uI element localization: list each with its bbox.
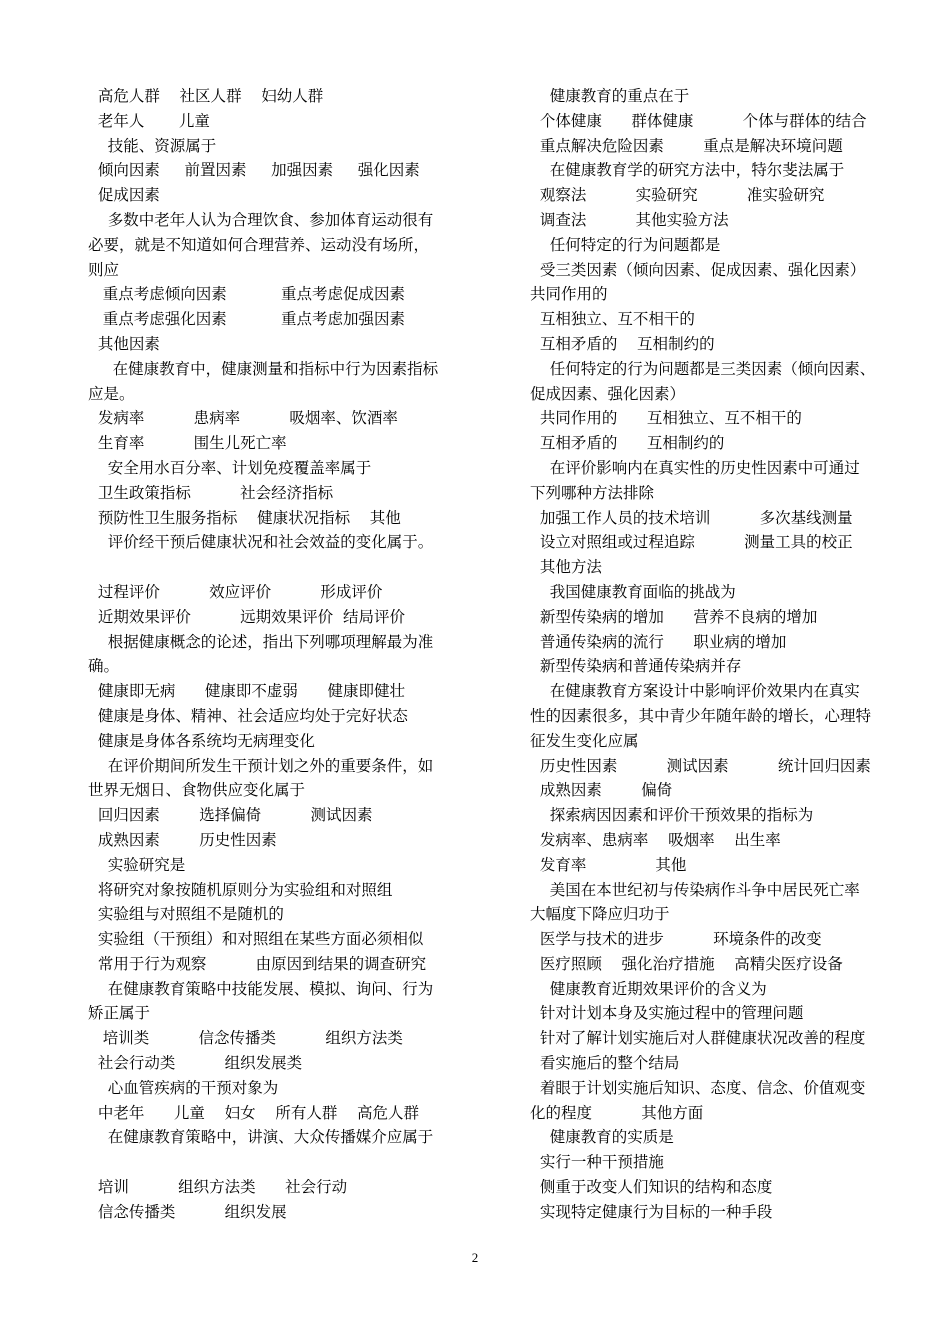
text-line: 实验组与对照组不是随机的 xyxy=(88,905,284,924)
text-line: 预防性卫生服务指标 健康状况指标 其他 xyxy=(88,508,401,527)
text-line: 促成因素、强化因素） xyxy=(530,384,686,403)
text-line: 确。 xyxy=(88,657,120,676)
text-line: 探索病因因素和评价干预效果的指标为 xyxy=(530,806,814,825)
text-line: 培训 组织方法类 社会行动 xyxy=(88,1178,348,1197)
text-line: 征发生变化应属 xyxy=(530,731,639,750)
text-line: 个体健康 群体健康 个体与群体的结合 xyxy=(530,111,867,130)
text-line: 成熟因素 偏倚 xyxy=(530,781,673,800)
text-line: 健康即无病 健康即不虚弱 健康即健壮 xyxy=(88,682,405,701)
text-line: 健康教育的实质是 xyxy=(530,1128,674,1147)
text-line: 在评价期间所发生干预计划之外的重要条件，如 xyxy=(88,756,434,775)
text-line: 社会行动类 组织发展类 xyxy=(88,1054,303,1073)
text-line: 针对了解计划实施后对人群健康状况改善的程度 xyxy=(530,1029,866,1048)
text-line: 重点考虑强化因素 重点考虑加强因素 xyxy=(88,310,405,329)
text-line: 在健康教育中，健康测量和指标中行为因素指标 xyxy=(88,359,439,378)
text-line: 实验组（干预组）和对照组在某些方面必须相似 xyxy=(88,930,424,949)
text-line: 调查法 其他实验方法 xyxy=(530,210,729,229)
text-line: 过程评价 效应评价 形成评价 xyxy=(88,582,383,601)
text-line: 常用于行为观察 由原因到结果的调查研究 xyxy=(88,954,427,973)
text-line: 观察法 实验研究 准实验研究 xyxy=(530,186,825,205)
text-line: 共同作用的 互相独立、互不相干的 xyxy=(530,409,802,428)
text-line: 高危人群 社区人群 妇幼人群 xyxy=(88,87,324,105)
text-line: 任何特定的行为问题都是 xyxy=(530,235,721,254)
text-line: 发病率、患病率 吸烟率 出生率 xyxy=(530,830,781,849)
text-line: 倾向因素 前置因素 加强因素 强化因素 xyxy=(88,161,420,180)
text-line: 卫生政策指标 社会经济指标 xyxy=(88,483,334,502)
text-line: 应是。 xyxy=(88,384,135,403)
text-line: 下列哪种方法排除 xyxy=(530,483,655,502)
text-line: 老年人 儿童 xyxy=(88,111,210,130)
text-line: 促成因素 xyxy=(88,186,160,205)
text-line: 我国健康教育面临的挑战为 xyxy=(530,582,736,601)
text-line: 根据健康概念的论述，指出下列哪项理解最为准 xyxy=(88,632,434,651)
text-line: 互相矛盾的 互相制约的 xyxy=(530,334,715,353)
text-line: 在评价影响内在真实性的历史性因素中可通过 xyxy=(530,458,860,477)
text-line: 互相矛盾的 互相制约的 xyxy=(530,434,725,453)
text-line: 着眼于计划实施后知识、态度、信念、价值观变 xyxy=(530,1078,866,1097)
text-line: 其他方法 xyxy=(530,558,602,577)
text-line: 在健康教育方案设计中影响评价效果内在真实 xyxy=(530,682,860,701)
text-line: 加强工作人员的技术培训 多次基线测量 xyxy=(530,508,853,527)
text-line: 设立对照组或过程追踪 测量工具的校正 xyxy=(530,533,853,552)
text-line: 看实施后的整个结局 xyxy=(530,1054,680,1073)
text-line: 历史性因素 测试因素 统计回归因素 xyxy=(530,756,871,775)
text-line: 新型传染病和普通传染病并存 xyxy=(530,657,742,676)
text-line: 健康是身体各系统均无病理变化 xyxy=(88,731,315,750)
text-line xyxy=(88,555,464,580)
text-line: 重点解决危险因素 重点是解决环境问题 xyxy=(530,136,843,155)
text-line: 多数中老年人认为合理饮食、参加体育运动很有 xyxy=(88,210,434,229)
text-line: 在健康教育策略中技能发展、模拟、询问、行为 xyxy=(88,979,434,998)
text-line: 重点考虑倾向因素 重点考虑促成因素 xyxy=(88,285,405,304)
text-line: 成熟因素 历史性因素 xyxy=(88,830,277,849)
text-line: 发育率 其他 xyxy=(530,855,687,874)
text-line: 实现特定健康行为目标的一种手段 xyxy=(530,1202,773,1221)
page-number: 2 xyxy=(471,1250,479,1265)
text-line: 新型传染病的增加 营养不良病的增加 xyxy=(530,607,818,626)
text-line: 则应 xyxy=(88,260,120,279)
text-line: 互相独立、互不相干的 xyxy=(530,310,695,329)
text-line: 信念传播类 组织发展 xyxy=(88,1202,287,1221)
text-line: 医疗照顾 强化治疗措施 高精尖医疗设备 xyxy=(530,954,843,973)
text-line: 实行一种干预措施 xyxy=(530,1153,664,1172)
text-line: 普通传染病的流行 职业病的增加 xyxy=(530,632,787,651)
text-line: 大幅度下降应归功于 xyxy=(530,905,670,924)
text-line: 健康教育近期效果评价的含义为 xyxy=(530,979,767,998)
text-line: 矫正属于 xyxy=(88,1004,151,1023)
text-line: 受三类因素（倾向因素、促成因素、强化因素） xyxy=(530,260,866,279)
text-line: 在健康教育策略中，讲演、大众传播媒介应属于 xyxy=(88,1128,434,1147)
text-line: 生育率 围生儿死亡率 xyxy=(88,434,287,453)
text-line: 其他因素 xyxy=(88,334,160,353)
text-line: 化的程度 其他方面 xyxy=(530,1103,704,1122)
text-line: 发病率 患病率 吸烟率、饮酒率 xyxy=(88,409,398,428)
text-line: 在健康教育学的研究方法中，特尔斐法属于 xyxy=(530,161,845,180)
text-line: 美国在本世纪初与传染病作斗争中居民死亡率 xyxy=(530,880,860,899)
text-line: 安全用水百分率、计划免疫覆盖率属于 xyxy=(88,458,372,477)
text-line: 性的因素很多，其中青少年随年龄的增长，心理特 xyxy=(530,706,872,725)
text-line: 培训类 信念传播类 组织方法类 xyxy=(88,1029,403,1048)
text-line: 任何特定的行为问题都是三类因素（倾向因素、 xyxy=(530,359,876,378)
text-line: 健康教育的重点在于 xyxy=(530,87,690,105)
text-line: 将研究对象按随机原则分为实验组和对照组 xyxy=(88,880,393,899)
text-line: 侧重于改变人们知识的结构和态度 xyxy=(530,1178,773,1197)
text-line: 必要，就是不知道如何合理营养、运动没有场所， xyxy=(88,235,430,254)
text-line: 共同作用的 xyxy=(530,285,608,304)
text-line: 回归因素 选择偏倚 测试因素 xyxy=(88,806,373,825)
text-line: 针对计划本身及实施过程中的管理问题 xyxy=(530,1004,804,1023)
text-line: 心血管疾病的干预对象为 xyxy=(88,1078,279,1097)
text-line: 健康是身体、精神、社会适应均处于完好状态 xyxy=(88,706,408,725)
text-line: 中老年 儿童 妇女 所有人群 高危人群 xyxy=(88,1103,420,1122)
text-line: 医学与技术的进步 环境条件的改变 xyxy=(530,930,822,949)
text-line: 技能、资源属于 xyxy=(88,136,217,155)
text-line: 评价经干预后健康状况和社会效益的变化属于。 xyxy=(88,533,434,552)
right-column xyxy=(530,84,908,1225)
text-line: 实验研究是 xyxy=(88,855,186,874)
text-line: 世界无烟日、食物供应变化属于 xyxy=(88,781,306,800)
left-column xyxy=(88,84,464,1225)
text-line xyxy=(88,1150,464,1175)
text-line: 近期效果评价 远期效果评价 结局评价 xyxy=(88,607,405,626)
